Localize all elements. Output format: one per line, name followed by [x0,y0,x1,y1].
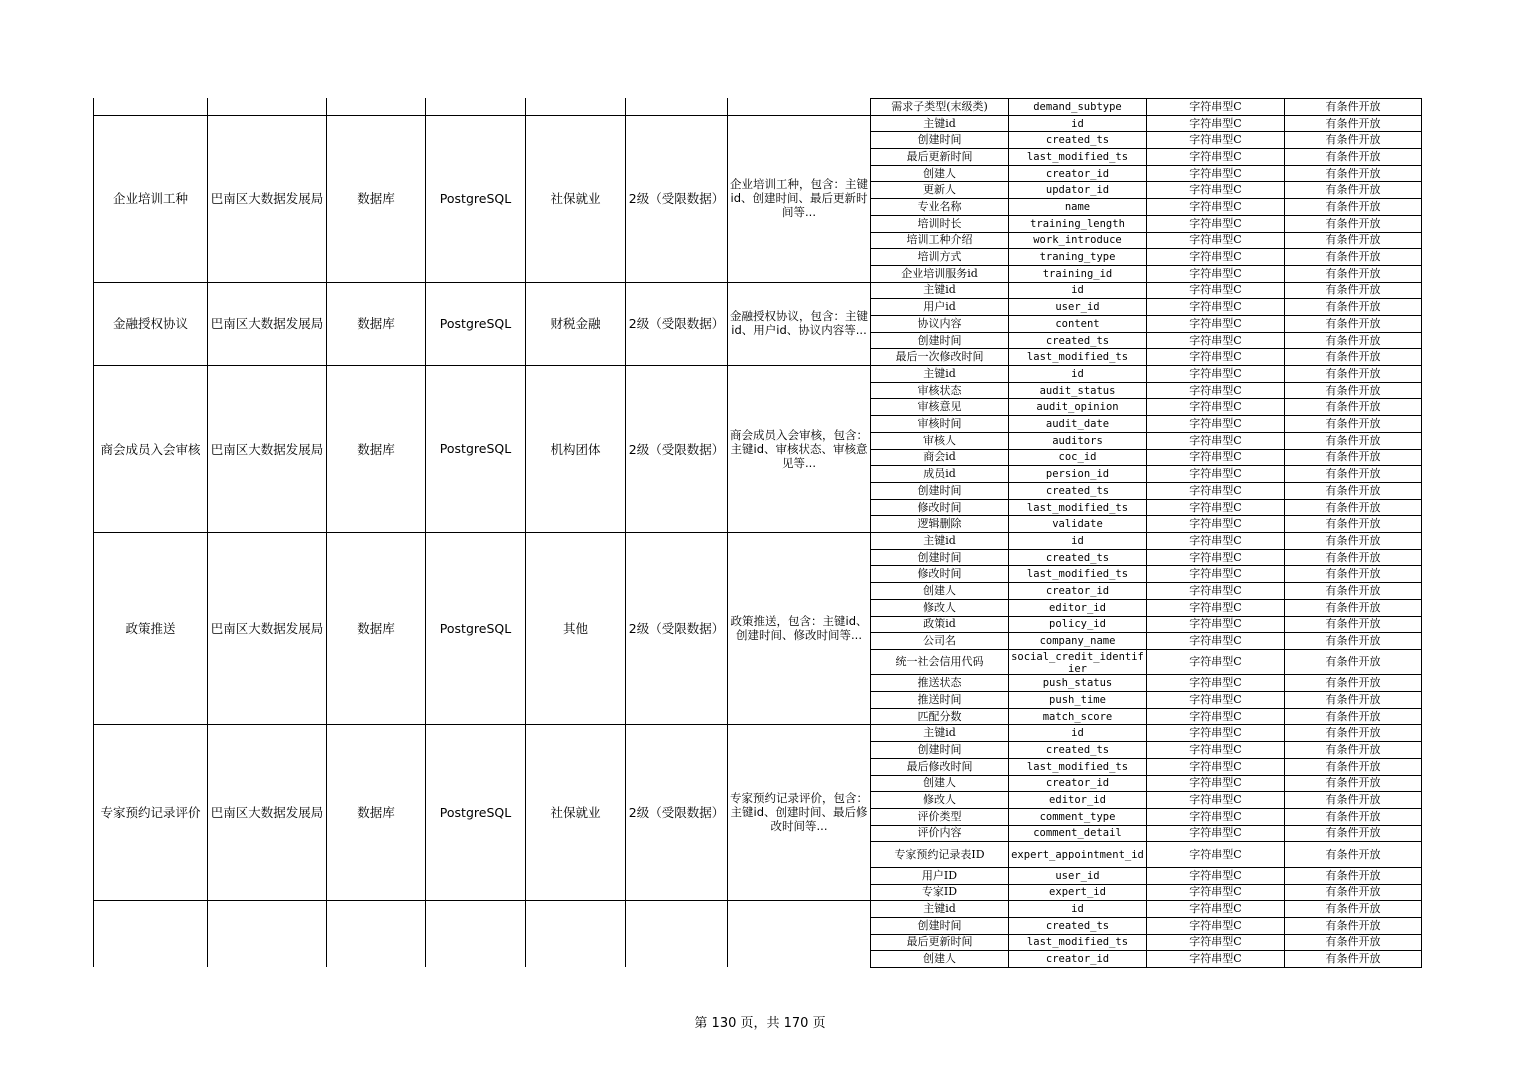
field-type-cell: 字符串型C [1189,200,1242,213]
field-en-cell: creator_id [1045,953,1110,966]
field-type-cell: 字符串型C [1189,902,1242,916]
page-footer: 第 130 页，共 170 页 [694,1016,826,1031]
group-type-cell: 数据库 [357,191,395,207]
field-type-cell: 字符串型C [1189,366,1242,380]
group-name-cell: 企业培训工种 [112,191,188,207]
field-en-cell: id [1071,727,1084,740]
group-domain-cell: 社保就业 [550,191,601,207]
field-type-cell: 字符串型C [1189,847,1242,861]
field-en-cell: editor_id [1049,601,1106,614]
field-cn-cell: 创建时间 [917,918,962,932]
field-cn-cell: 匹配分数 [917,709,962,723]
field-en-cell: id [1071,367,1084,380]
field-en-cell: editor_id [1049,794,1106,807]
group-db-cell: PostgreSQL [439,804,512,820]
field-en-cell: name [1064,201,1091,213]
field-open-cell: 有条件开放 [1325,902,1381,916]
field-en-cell: last_modified_ts [1026,936,1129,949]
group-desc-cell [728,98,870,115]
field-cn-cell: 培训时长 [917,216,962,230]
field-en-cell: social_credit_identifier [1011,650,1144,675]
field-type-cell: 字符串型C [1189,383,1242,397]
field-open-cell: 有条件开放 [1325,776,1381,790]
field-type-cell: 字符串型C [1189,550,1242,564]
field-cn-cell: 创建人 [923,583,956,597]
group-level-cell: 2级（受限数据） [628,441,725,457]
group-domain-cell: 其他 [562,621,588,637]
field-type-cell: 字符串型C [1189,333,1242,347]
field-open-cell: 有条件开放 [1325,567,1381,581]
field-open-cell: 有条件开放 [1325,250,1381,264]
field-type-cell: 字符串型C [1189,533,1242,547]
field-open-cell: 有条件开放 [1325,583,1381,597]
field-cn-cell: 创建时间 [917,483,962,497]
field-cn-cell: 最后更新时间 [906,935,973,949]
row-border [870,967,1422,968]
field-cn-cell: 主键id [923,366,956,380]
field-open-cell: 有条件开放 [1325,634,1381,648]
group-db-cell [426,98,525,115]
field-cn-cell: 培训工种介绍 [906,233,973,247]
field-open-cell: 有条件开放 [1325,676,1381,690]
field-open-cell: 有条件开放 [1325,433,1381,447]
group-name-cell: 专家预约记录评价 [100,805,201,821]
field-open-cell: 有条件开放 [1325,826,1381,840]
field-cn-cell: 修改人 [923,793,956,807]
group-db-cell: PostgreSQL [439,190,512,206]
field-en-cell: audit_date [1045,418,1110,431]
field-cn-cell: 用户id [923,300,956,314]
field-type-cell: 字符串型C [1189,483,1242,497]
field-open-cell: 有条件开放 [1325,918,1381,932]
field-cn-cell: 审核人 [923,433,956,447]
group-dept-cell: 巴南区大数据发展局 [210,191,324,207]
field-cn-cell: 推送状态 [917,676,962,690]
group-type-cell [327,98,425,115]
group-desc-cell: 商会成员入会审核，包含：主键id、审核状态、审核意见等... [730,427,868,470]
field-type-cell: 字符串型C [1189,133,1242,147]
field-en-cell: last_modified_ts [1026,568,1129,581]
field-type-cell: 字符串型C [1189,655,1242,669]
field-open-cell: 有条件开放 [1325,400,1381,414]
field-en-cell: created_ts [1045,551,1110,564]
group-domain-cell: 社保就业 [550,805,601,821]
field-open-cell: 有条件开放 [1325,809,1381,823]
field-open-cell: 有条件开放 [1325,935,1381,949]
field-type-cell: 字符串型C [1189,709,1242,723]
field-open-cell: 有条件开放 [1325,617,1381,631]
group-name-cell [94,98,207,115]
field-open-cell: 有条件开放 [1325,133,1381,147]
field-type-cell: 字符串型C [1189,400,1242,414]
field-open-cell: 有条件开放 [1325,517,1381,531]
field-cn-cell: 专业名称 [917,200,962,213]
field-cn-cell: 专家ID [921,885,958,899]
field-en-cell: comment_type [1039,810,1116,823]
field-cn-cell: 主键id [923,283,956,297]
group-db-cell [426,900,525,967]
field-cn-cell: 最后一次修改时间 [895,350,984,364]
group-level-cell [626,900,727,967]
field-en-cell: traning_type [1039,251,1116,264]
field-type-cell: 字符串型C [1189,600,1242,614]
field-cn-cell: 创建人 [923,952,956,966]
group-name-cell [94,900,207,967]
field-open-cell: 有条件开放 [1325,316,1381,330]
field-en-cell: expert_appointment_id [1011,848,1144,861]
field-cn-cell: 需求子类型(末级类) [891,99,988,113]
field-type-cell: 字符串型C [1189,567,1242,581]
field-type-cell: 字符串型C [1189,316,1242,330]
group-dept-cell: 巴南区大数据发展局 [210,441,324,457]
field-cn-cell: 成员id [923,467,956,481]
field-en-cell: user_id [1055,301,1100,314]
field-open-cell: 有条件开放 [1325,793,1381,807]
field-cn-cell: 审核意见 [917,400,962,414]
field-cn-cell: 创建时间 [917,133,962,147]
group-db-cell: PostgreSQL [439,441,512,457]
field-open-cell: 有条件开放 [1325,183,1381,197]
group-type-cell: 数据库 [357,441,395,457]
field-open-cell: 有条件开放 [1325,233,1381,247]
field-open-cell: 有条件开放 [1325,500,1381,514]
field-type-cell: 字符串型C [1189,692,1242,706]
field-en-cell: comment_detail [1033,827,1122,840]
field-en-cell: match_score [1042,710,1113,723]
group-db-cell: PostgreSQL [439,315,512,331]
group-domain-cell [526,98,625,115]
field-cn-cell: 逻辑删除 [917,517,962,531]
group-desc-cell [728,900,870,967]
field-en-cell: validate [1052,518,1103,531]
field-en-cell: content [1055,317,1100,330]
field-open-cell: 有条件开放 [1325,533,1381,547]
field-cn-cell: 审核时间 [917,417,962,431]
field-cn-cell: 创建时间 [917,550,962,564]
field-en-cell: push_status [1042,677,1113,690]
field-en-cell: last_modified_ts [1026,501,1129,514]
field-open-cell: 有条件开放 [1325,417,1381,431]
field-en-cell: created_ts [1045,919,1110,932]
group-level-cell: 2级（受限数据） [628,316,725,332]
field-open-cell: 有条件开放 [1325,216,1381,230]
field-type-cell: 字符串型C [1189,885,1242,899]
group-domain-cell: 财税金融 [550,316,601,332]
group-name-cell: 商会成员入会审核 [100,441,201,457]
group-domain-cell: 机构团体 [550,441,601,457]
group-db-cell: PostgreSQL [439,620,512,636]
field-open-cell: 有条件开放 [1325,483,1381,497]
field-en-cell: policy_id [1049,618,1106,631]
field-open-cell: 有条件开放 [1325,149,1381,163]
field-type-cell: 字符串型C [1189,99,1242,113]
group-type-cell: 数据库 [357,805,395,821]
field-open-cell: 有条件开放 [1325,350,1381,364]
field-type-cell: 字符串型C [1189,350,1242,364]
group-desc-cell: 专家预约记录评价，包含：主键id、创建时间、最后修改时间等... [730,791,868,834]
field-open-cell: 有条件开放 [1325,692,1381,706]
field-cn-cell: 公司名 [923,634,956,648]
field-type-cell: 字符串型C [1189,918,1242,932]
field-en-cell: persion_id [1045,468,1110,481]
group-desc-cell: 政策推送，包含：主键id、创建时间、修改时间等... [730,614,868,643]
field-type-cell: 字符串型C [1189,266,1242,280]
field-cn-cell: 更新人 [923,183,956,197]
field-open-cell: 有条件开放 [1325,885,1381,899]
field-type-cell: 字符串型C [1189,793,1242,807]
field-en-cell: audit_opinion [1036,401,1119,414]
field-open-cell: 有条件开放 [1325,847,1381,861]
field-en-cell: creator_id [1045,777,1110,790]
field-open-cell: 有条件开放 [1325,366,1381,380]
field-cn-cell: 主键id [923,726,956,740]
field-en-cell: creator_id [1045,167,1110,180]
field-open-cell: 有条件开放 [1325,333,1381,347]
group-dept-cell: 巴南区大数据发展局 [210,316,324,332]
field-open-cell: 有条件开放 [1325,550,1381,564]
group-level-cell: 2级（受限数据） [628,805,725,821]
field-cn-cell: 评价内容 [917,826,962,840]
group-desc-cell: 金融授权协议，包含：主键id、用户id、协议内容等... [730,309,868,338]
field-cn-cell: 最后修改时间 [906,759,973,773]
field-open-cell: 有条件开放 [1325,166,1381,180]
field-cn-cell: 培训方式 [917,250,962,264]
field-cn-cell: 主键id [923,116,956,130]
field-en-cell: work_introduce [1033,234,1122,247]
field-cn-cell: 专家预约记录表ID [894,847,985,861]
field-en-cell: auditors [1052,434,1103,447]
field-en-cell: expert_id [1049,886,1106,899]
field-open-cell: 有条件开放 [1325,868,1381,882]
field-type-cell: 字符串型C [1189,417,1242,431]
field-type-cell: 字符串型C [1189,233,1242,247]
field-en-cell: last_modified_ts [1026,351,1129,364]
field-cn-cell: 审核状态 [917,383,962,397]
field-type-cell: 字符串型C [1189,868,1242,882]
field-en-cell: coc_id [1058,451,1097,464]
field-type-cell: 字符串型C [1189,617,1242,631]
field-type-cell: 字符串型C [1189,583,1242,597]
field-cn-cell: 主键id [923,533,956,547]
field-en-cell: demand_subtype [1033,100,1122,113]
field-en-cell: creator_id [1045,584,1110,597]
field-open-cell: 有条件开放 [1325,450,1381,464]
field-cn-cell: 统一社会信用代码 [895,655,984,669]
group-level-cell: 2级（受限数据） [628,191,725,207]
field-type-cell: 字符串型C [1189,517,1242,531]
field-en-cell: updator_id [1045,184,1110,197]
field-open-cell: 有条件开放 [1325,655,1381,669]
field-en-cell: created_ts [1045,744,1110,757]
field-type-cell: 字符串型C [1189,726,1242,740]
group-type-cell: 数据库 [357,621,395,637]
field-cn-cell: 商会id [923,450,956,464]
field-cn-cell: 创建人 [923,776,956,790]
field-cn-cell: 主键id [923,902,956,916]
field-open-cell: 有条件开放 [1325,600,1381,614]
field-type-cell: 字符串型C [1189,676,1242,690]
group-dept-cell: 巴南区大数据发展局 [210,621,324,637]
field-en-cell: id [1071,117,1084,130]
group-desc-cell: 企业培训工种，包含：主键id、创建时间、最后更新时间等... [730,177,868,220]
field-open-cell: 有条件开放 [1325,300,1381,314]
field-type-cell: 字符串型C [1189,149,1242,163]
field-open-cell: 有条件开放 [1325,467,1381,481]
field-en-cell: push_time [1049,693,1106,706]
field-en-cell: last_modified_ts [1026,150,1129,163]
field-cn-cell: 最后更新时间 [906,149,973,163]
field-en-cell: created_ts [1045,334,1110,347]
field-open-cell: 有条件开放 [1325,383,1381,397]
group-level-cell: 2级（受限数据） [628,621,725,637]
field-open-cell: 有条件开放 [1325,759,1381,773]
group-dept-cell [208,900,326,967]
field-cn-cell: 修改时间 [917,567,962,581]
field-type-cell: 字符串型C [1189,743,1242,757]
field-cn-cell: 修改时间 [917,500,962,514]
field-open-cell: 有条件开放 [1325,726,1381,740]
field-type-cell: 字符串型C [1189,500,1242,514]
field-cn-cell: 政策id [923,617,956,631]
field-en-cell: id [1071,284,1084,297]
field-type-cell: 字符串型C [1189,467,1242,481]
field-type-cell: 字符串型C [1189,809,1242,823]
group-level-cell [626,98,727,115]
field-type-cell: 字符串型C [1189,433,1242,447]
field-type-cell: 字符串型C [1189,776,1242,790]
group-domain-cell [526,900,625,967]
field-open-cell: 有条件开放 [1325,743,1381,757]
field-en-cell: id [1071,534,1084,547]
field-type-cell: 字符串型C [1189,250,1242,264]
field-open-cell: 有条件开放 [1325,952,1381,966]
field-type-cell: 字符串型C [1189,759,1242,773]
field-en-cell: training_length [1030,217,1125,230]
field-en-cell: created_ts [1045,484,1110,497]
field-open-cell: 有条件开放 [1325,99,1381,113]
field-type-cell: 字符串型C [1189,116,1242,130]
field-cn-cell: 用户ID [921,868,958,882]
field-en-cell: training_id [1042,267,1113,280]
field-open-cell: 有条件开放 [1325,283,1381,297]
group-name-cell: 金融授权协议 [112,316,188,332]
field-open-cell: 有条件开放 [1325,116,1381,130]
field-type-cell: 字符串型C [1189,952,1242,966]
field-cn-cell: 修改人 [923,600,956,614]
field-open-cell: 有条件开放 [1325,709,1381,723]
group-name-cell: 政策推送 [125,621,176,637]
field-open-cell: 有条件开放 [1325,266,1381,280]
group-type-cell [327,900,425,967]
field-type-cell: 字符串型C [1189,283,1242,297]
field-en-cell: audit_status [1039,384,1116,397]
field-cn-cell: 创建人 [923,166,956,180]
field-type-cell: 字符串型C [1189,634,1242,648]
field-type-cell: 字符串型C [1189,450,1242,464]
group-type-cell: 数据库 [357,316,395,332]
field-type-cell: 字符串型C [1189,826,1242,840]
field-cn-cell: 推送时间 [917,692,962,706]
field-en-cell: last_modified_ts [1026,760,1129,773]
field-type-cell: 字符串型C [1189,166,1242,180]
field-type-cell: 字符串型C [1189,300,1242,314]
field-en-cell: user_id [1055,869,1100,882]
field-open-cell: 有条件开放 [1325,200,1381,213]
field-en-cell: created_ts [1045,134,1110,147]
group-dept-cell: 巴南区大数据发展局 [210,805,324,821]
field-type-cell: 字符串型C [1189,183,1242,197]
field-cn-cell: 创建时间 [917,743,962,757]
field-en-cell: company_name [1039,635,1116,648]
group-dept-cell [208,98,326,115]
field-cn-cell: 协议内容 [917,316,962,330]
field-cn-cell: 创建时间 [917,333,962,347]
field-type-cell: 字符串型C [1189,216,1242,230]
field-cn-cell: 评价类型 [917,809,962,823]
field-type-cell: 字符串型C [1189,935,1242,949]
field-en-cell: id [1071,903,1084,916]
field-cn-cell: 企业培训服务id [901,266,978,280]
